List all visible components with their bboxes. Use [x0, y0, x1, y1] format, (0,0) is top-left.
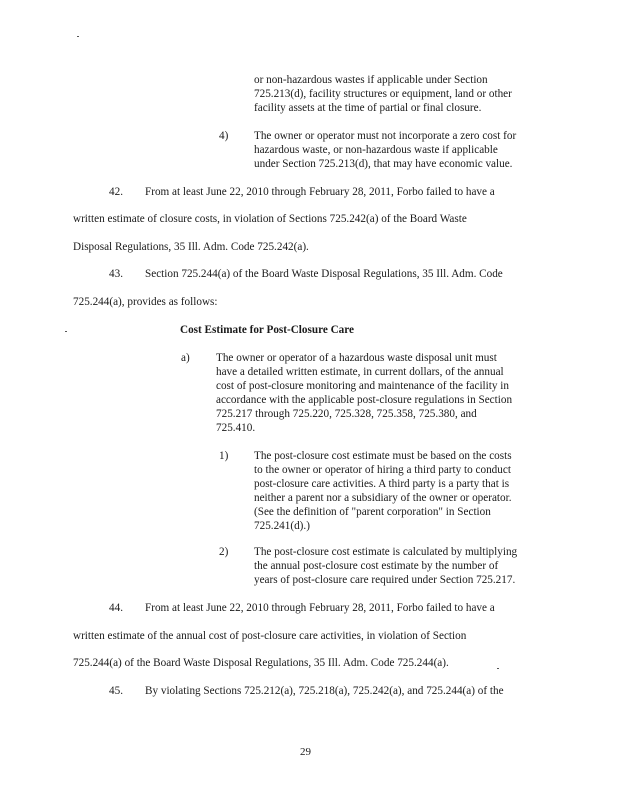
subsection-a-line: 725.410.: [216, 422, 256, 434]
paragraph-43-number: 43.: [109, 268, 123, 280]
item-1-line: post-closure care activities. A third party is a party that is: [254, 478, 510, 490]
item-1-marker: 1): [219, 450, 229, 462]
item-1-line: neither a parent nor a subsidiary of the owner or operator.: [254, 492, 512, 504]
continuation-line: 725.213(d), facility structures or equipment, land or other: [254, 88, 512, 100]
subsection-a-line: cost of post-closure monitoring and maintenance of the facility in: [216, 380, 509, 392]
item-4-line: under Section 725.213(d), that may have economic value.: [254, 158, 513, 170]
paragraph-45-line: By violating Sections 725.212(a), 725.218(a), 725.242(a), and 725.244(a) of the: [145, 685, 504, 697]
paragraph-43-line: Section 725.244(a) of the Board Waste Disposal Regulations, 35 Ill. Adm. Code: [145, 268, 503, 280]
item-2-line: years of post-closure care required under Section 725.217.: [254, 574, 516, 586]
item-1-line: The post-closure cost estimate must be based on the costs: [254, 450, 512, 462]
paragraph-44-number: 44.: [109, 602, 123, 614]
paragraph-45-number: 45.: [109, 685, 123, 697]
paragraph-42-line: Disposal Regulations, 35 Ill. Adm. Code 725.242(a).: [73, 241, 309, 253]
item-4-line: hazardous waste, or non-hazardous waste if applicable: [254, 144, 498, 156]
item-1-line: 725.241(d).): [254, 520, 310, 532]
item-1-line: (See the definition of "parent corporation" in Section: [254, 506, 491, 518]
paragraph-44-line: 725.244(a) of the Board Waste Disposal Regulations, 35 Ill. Adm. Code 725.244(a).: [73, 657, 449, 669]
page-number: 29: [300, 746, 311, 758]
subsection-a-line: The owner or operator of a hazardous waste disposal unit must: [216, 352, 497, 364]
item-4-marker: 4): [219, 130, 229, 142]
continuation-line: facility assets at the time of partial or final closure.: [254, 102, 482, 114]
paragraph-44-line: From at least June 22, 2010 through February 28, 2011, Forbo failed to have a: [145, 602, 495, 614]
subsection-a-line: accordance with the applicable post-closure regulations in Section: [216, 394, 513, 406]
item-4-line: The owner or operator must not incorporate a zero cost for: [254, 130, 517, 142]
item-2-line: The post-closure cost estimate is calculated by multiplying: [254, 546, 518, 558]
subsection-a-marker: a): [181, 352, 190, 364]
paragraph-44-line: written estimate of the annual cost of post-closure care activities, in violation of Section: [73, 630, 467, 642]
scan-speck: [497, 668, 499, 669]
scan-speck: [77, 36, 79, 37]
section-heading: Cost Estimate for Post-Closure Care: [180, 324, 354, 336]
item-2-marker: 2): [219, 546, 229, 558]
subsection-a-line: 725.217 through 725.220, 725.328, 725.358, 725.380, and: [216, 408, 477, 420]
paragraph-42-line: written estimate of closure costs, in violation of Sections 725.242(a) of the Board Waste: [73, 213, 467, 225]
item-2-line: the annual post-closure cost estimate by the number of: [254, 560, 499, 572]
item-1-line: to the owner or operator of hiring a third party to conduct: [254, 464, 511, 476]
scan-speck: [65, 331, 67, 332]
continuation-line: or non-hazardous wastes if applicable under Section: [254, 74, 488, 86]
paragraph-42-number: 42.: [109, 186, 123, 198]
paragraph-43-line: 725.244(a), provides as follows:: [73, 296, 218, 308]
paragraph-42-line: From at least June 22, 2010 through February 28, 2011, Forbo failed to have a: [145, 186, 495, 198]
subsection-a-line: have a detailed written estimate, in current dollars, of the annual: [216, 366, 504, 378]
